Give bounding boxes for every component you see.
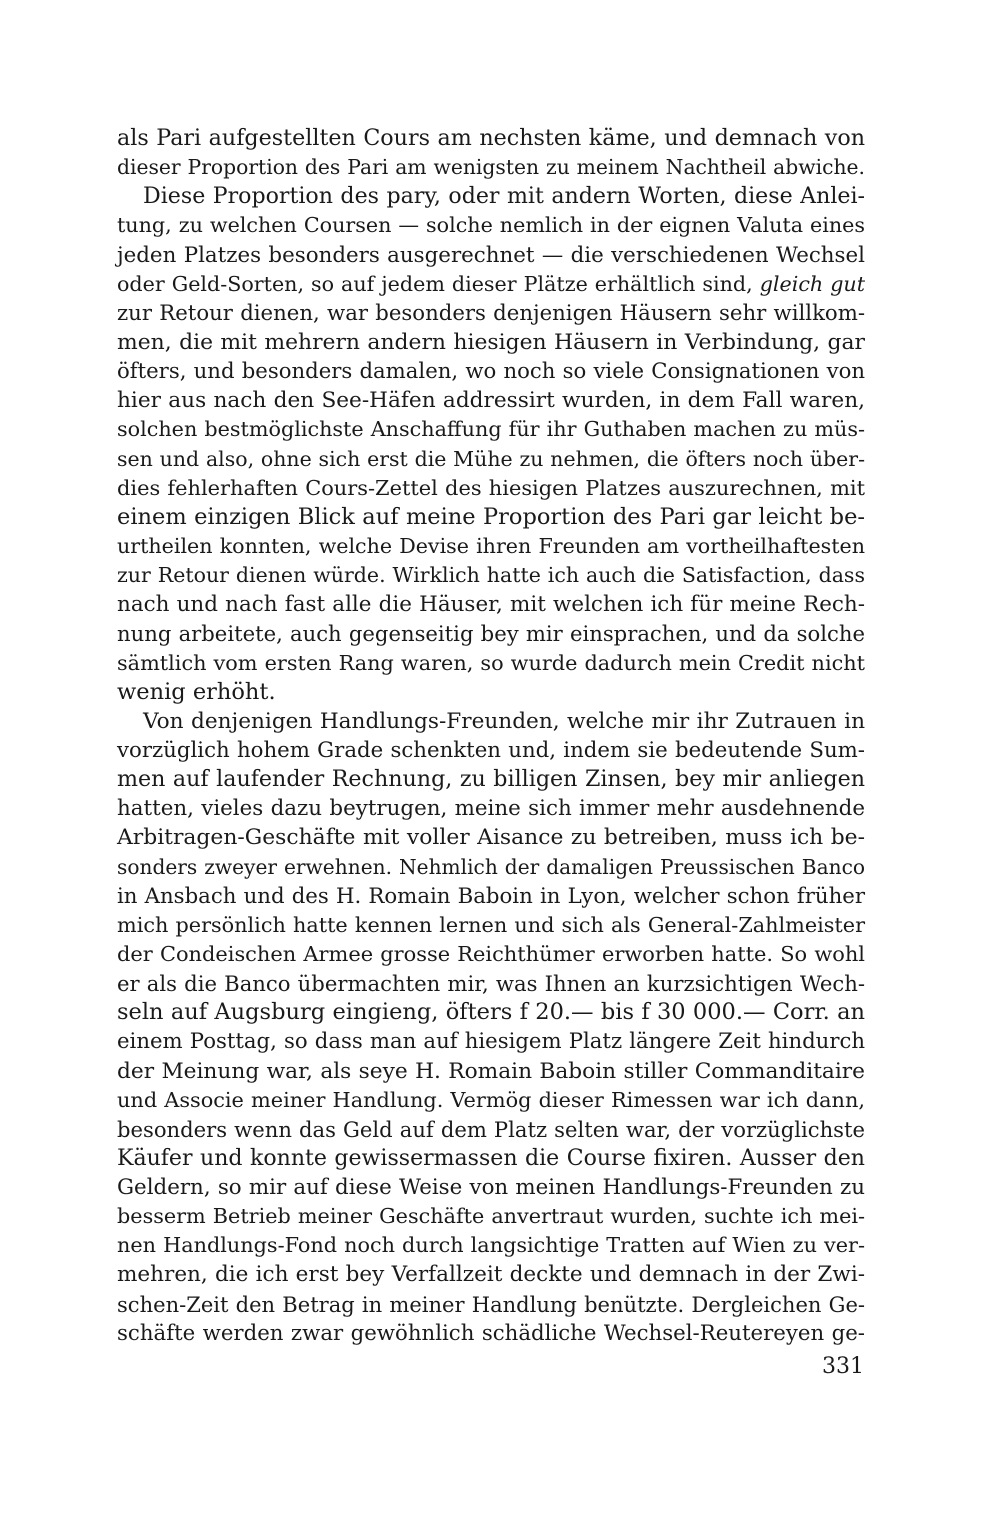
text-line: tung, zu welchen Coursen — solche nemlich in der eignen Valuta eines xyxy=(117,213,865,238)
text-line: der Meinung war, als seye H. Romain Baboin stiller Commanditaire xyxy=(117,1058,865,1084)
text-line: er als die Banco übermachten mir, was Ihnen an kurzsichtigen Wech- xyxy=(117,971,865,997)
text-line: hatten, vieles dazu beytrugen, meine sich immer mehr ausdehnende xyxy=(117,796,865,822)
italic-phrase: gleich gut xyxy=(759,271,865,296)
text-line: zur Retour dienen, war besonders denjenigen Häusern sehr willkom- xyxy=(117,300,865,326)
text-line: zur Retour dienen würde. Wirklich hatte ich auch die Satisfaction, dass xyxy=(117,563,865,588)
text-line-part: oder Geld-Sorten, so auf jedem dieser Plätze erhältlich sind, xyxy=(117,271,753,296)
text-line: Käufer und konnte gewissermassen die Course fixiren. Ausser den xyxy=(117,1145,865,1171)
text-line: urtheilen konnten, welche Devise ihren Freunden am vortheilhaftesten xyxy=(117,533,865,558)
text-line: dieser Proportion des Pari am wenigsten zu meinem Nachtheil abwiche. xyxy=(117,155,865,180)
page-number: 331 xyxy=(822,1354,864,1379)
text-line: und Associe meiner Handlung. Vermög dieser Rimessen war ich dann, xyxy=(117,1087,865,1112)
text-line: besserm Betrieb meiner Geschäfte anvertraut wurden, suchte ich mei- xyxy=(117,1204,865,1229)
paragraph-start-line: Von denjenigen Handlungs-Freunden, welche mir ihr Zutrauen in xyxy=(143,708,865,734)
text-line: schen-Zeit den Betrag in meiner Handlung benützte. Dergleichen Ge- xyxy=(117,1291,865,1317)
text-line: solchen bestmöglichste Anschaffung für ihr Guthaben machen zu müs- xyxy=(117,417,865,442)
text-line: men auf laufender Rechnung, zu billigen Zinsen, bey mir anliegen xyxy=(117,766,865,793)
text-line: sen und also, ohne sich erst die Mühe zu nehmen, die öfters noch über- xyxy=(117,446,865,471)
text-line: men, die mit mehrern andern hiesigen Häusern in Verbindung, gar xyxy=(117,329,865,355)
text-line: einem Posttag, so dass man auf hiesigem Platz längere Zeit hindurch xyxy=(117,1029,865,1055)
text-line: nach und nach fast alle die Häuser, mit welchen ich für meine Rech- xyxy=(117,592,865,618)
text-line: seln auf Augsburg eingieng, öfters f 20.— bis f 30 000.— Corr. an xyxy=(117,999,865,1026)
text-line: in Ansbach und des H. Romain Baboin in Lyon, welcher schon früher xyxy=(117,883,865,909)
text-line xyxy=(117,270,865,299)
text-line: einem einzigen Blick auf meine Proportion des Pari gar leicht be- xyxy=(117,503,865,530)
paragraph-start-line: Diese Proportion des pary, oder mit andern Worten, diese Anlei- xyxy=(143,183,865,210)
text-line: mehren, die ich erst bey Verfallzeit deckte und demnach in der Zwi- xyxy=(117,1262,865,1288)
text-line: schäfte werden zwar gewöhnlich schädliche Wechsel-Reutereyen ge- xyxy=(117,1320,865,1346)
text-line: jeden Platzes besonders ausgerechnet — die verschiedenen Wechsel xyxy=(117,242,865,268)
text-line: der Condeischen Armee grosse Reichthümer erworben hatte. So wohl xyxy=(117,941,865,966)
text-line: Geldern, so mir auf diese Weise von meinen Handlungs-Freunden zu xyxy=(117,1175,865,1201)
text-line: dies fehlerhaften Cours-Zettel des hiesigen Platzes auszurechnen, mit xyxy=(117,475,865,500)
text-line: besonders wenn das Geld auf dem Platz selten war, der vorzüglichste xyxy=(117,1116,865,1142)
text-line: vorzüglich hohem Grade schenkten und, indem sie bedeutende Sum- xyxy=(117,737,865,763)
text-line: öfters, und besonders damalen, wo noch so viele Consignationen von xyxy=(117,359,865,385)
text-line: sonders zweyer erwehnen. Nehmlich der damaligen Preussischen Banco xyxy=(117,854,865,879)
text-line: hier aus nach den See-Häfen addressirt wurden, in dem Fall waren, xyxy=(117,388,865,414)
text-line: nen Handlungs-Fond noch durch langsichtige Tratten auf Wien zu ver- xyxy=(117,1233,865,1258)
text-line: Arbitragen-Geschäfte mit voller Aisance zu betreiben, muss ich be- xyxy=(117,825,865,851)
text-line: nung arbeitete, auch gegenseitig bey mir einsprachen, und da solche xyxy=(117,621,865,647)
text-line: als Pari aufgestellten Cours am nechsten käme, und demnach von xyxy=(117,125,865,151)
body-text xyxy=(117,124,865,1348)
text-line: sämtlich vom ersten Rang waren, so wurde dadurch mein Credit nicht xyxy=(117,650,865,675)
paragraph-end-line: wenig erhöht. xyxy=(117,678,276,705)
text-line: mich persönlich hatte kennen lernen und sich als General-Zahlmeister xyxy=(117,912,865,937)
